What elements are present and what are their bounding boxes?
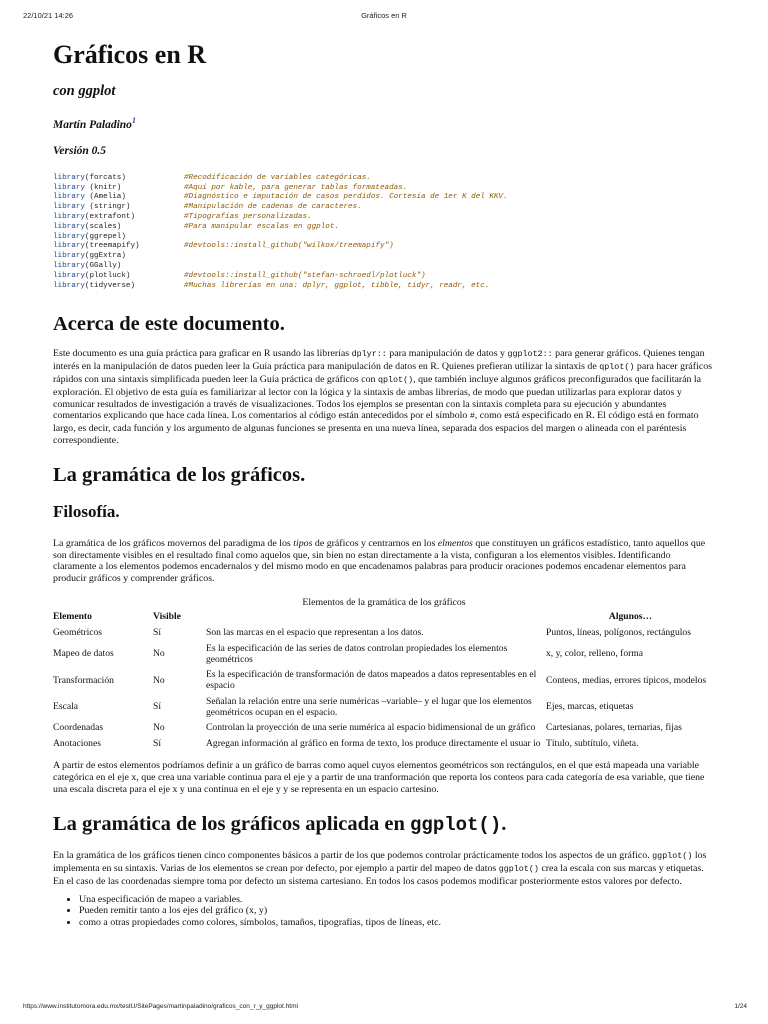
code-call — [53, 262, 184, 272]
examples-cell: Ejes, marcas, etiquetas — [546, 701, 634, 713]
code-line — [53, 272, 715, 282]
code-line — [53, 282, 715, 292]
author-name: Martín Paladino — [53, 118, 132, 131]
code-call — [53, 242, 184, 252]
section-heading-about: Acerca de este documento. — [53, 313, 285, 336]
code-keyword: library — [53, 232, 85, 241]
after-table-paragraph: A partir de estos elementos podríamos definir a un gráfico de barras como aquel cuyos elementos geométricos son rectángulos, en el que está mapeada una variable categórica en el eje x, que crea una variable continua para el eje y a partir de una tranformación que reporta los conteos para cada categoría de esa variable, que tiene una escala discreta para el eje x y una continua en el eje y y se representa en un espacio cartesino. — [53, 759, 705, 795]
code-comment: #Aquí por kable, para generar tablas formateadas. — [184, 183, 408, 192]
code-line — [53, 252, 715, 262]
code-line — [53, 203, 715, 213]
code-call — [53, 184, 184, 194]
examples-cell: Conteos, medias, errores típicos, modelos — [546, 674, 707, 686]
code-comment: #devtools::install_github("wilkox/treemapify") — [184, 242, 394, 251]
code-keyword: library — [53, 252, 85, 261]
code-call — [53, 203, 184, 213]
code-line — [53, 233, 715, 243]
code-comment: #Recodificación de variables categóricas. — [184, 173, 371, 182]
description-cell: Señalan la relación entre una serie numéricas –variable– y el lugar que los elementos geométricos ocupan en el espacio. — [206, 695, 532, 719]
author-footnote-link[interactable]: 1 — [131, 116, 136, 125]
description-cell: Son las marcas en el espacio que representan a los datos. — [206, 627, 424, 639]
code-keyword: library — [53, 193, 85, 202]
description-cell: Es la especificación de las series de datos controlan propiedades los elementos geométricos — [206, 642, 508, 665]
code-keyword: library — [53, 213, 85, 222]
page-number: 1/24 — [734, 1003, 747, 1010]
visible-cell: No — [153, 674, 165, 686]
examples-cell: Título, subtítulo, viñeta. — [546, 737, 639, 749]
code-call — [53, 213, 184, 223]
element-name-cell: Mapeo de datos — [53, 648, 114, 660]
list-item: • como a otras propiedades como colores, símbolos, tamaños, tipografías, tipos de líneas, etc. — [79, 917, 715, 929]
document-content — [53, 40, 715, 928]
visible-cell: No — [153, 648, 165, 660]
code-keyword: library — [53, 281, 85, 290]
column-header: Algunos… — [608, 610, 653, 622]
code-keyword: library — [53, 183, 85, 192]
list-item: • Pueden remitir tanto a los ejes del gráfico (x, y) — [79, 905, 715, 917]
column-header — [206, 611, 546, 625]
print-footer — [0, 1003, 768, 1015]
code-argument: (GGally) — [84, 262, 122, 270]
description-cell: Es la especificación de transformación de datos mapeados a datos representables en el espacio — [206, 669, 537, 692]
element-name-cell: Geométricos — [53, 627, 103, 639]
description-cell: Agregan información al gráfico en forma de texto, los produce directamente el usuar io — [206, 737, 541, 749]
code-keyword: library — [53, 242, 85, 251]
element-name-cell: Coordenadas — [53, 722, 104, 734]
code-argument: (stringr) — [84, 203, 131, 212]
code-argument: (extrafont) — [84, 213, 136, 222]
code-call — [53, 272, 184, 282]
code-comment: #Para manipular escalas en ggplot. — [184, 222, 339, 231]
visible-cell: Sí — [153, 627, 162, 639]
visible-cell: Sí — [153, 737, 162, 749]
code-line — [53, 223, 715, 233]
code-call — [53, 252, 184, 262]
visible-cell: No — [153, 722, 165, 734]
code-keyword: library — [53, 271, 85, 280]
column-header: Visible — [153, 610, 181, 622]
code-line — [53, 242, 715, 252]
code-line — [53, 184, 715, 194]
code-comment: #Tipografías personalizadas. — [184, 213, 312, 222]
code-argument: (plotluck) — [84, 271, 131, 280]
column-header: Elemento — [53, 610, 92, 622]
code-block — [53, 174, 715, 292]
code-argument: (ggrepel) — [84, 232, 126, 241]
code-comment: #Manipulación de cadenas de caracteres. — [184, 203, 362, 212]
code-argument: (forcats) — [84, 173, 126, 182]
element-name-cell: Transformación — [53, 674, 114, 686]
document-author — [53, 114, 715, 132]
document-subtitle: con ggplot — [53, 83, 116, 99]
page-url: https://www.institutomora.edu.mx/testU/SitePages/martinpaladino/graficos_con_r_y_ggplot.html — [23, 1003, 298, 1010]
table-row — [53, 641, 715, 668]
print-page-title: Gráficos en R — [361, 11, 407, 20]
code-call — [53, 282, 184, 292]
examples-cell: x, y, color, relleno, forma — [546, 648, 644, 660]
code-argument: (treemapify) — [84, 242, 140, 251]
print-header — [0, 11, 768, 23]
about-paragraph: Este documento es una guía práctica para graficar en R usando las librerías dplyr:: para manipulación de datos y ggplot2:: para generar gráficos. Quienes tengan interés en la manipulación de datos pueden leer la Guía práctica para manipulación de datos en R. Quienes prefieran utilizar la sintaxis de qplot() para hacer gráficos rápidos con una sintaxis simplificada pueden leer la Guía práctica de gráficos con qplot(), que también incluye algunos gráficos preconfigurados que facilitarán la exploración. El objetivo de esta guía es familiarizar al lector con la lógica y la sintaxis de ambas librerías, de modo que puedan utilizarlas para explorar datos y comunicar resultados de investigación a través de visualizaciones. Todos los ejemplos se presentan con la sintaxis completa para su ejecución y abundantes comentarios explicando que hace cada línea. Los comentarios al código están antecedidos por el símbolo #, como está especificado en R. El código está en formato largo, es decir, cada función y los argumento de algunas funciones se presenta en una nueva línea, separada dos espacios del margen o alineada con el paréntesis correspondiente. — [53, 348, 712, 446]
element-name-cell: Escala — [53, 701, 79, 713]
code-comment: #Diagnóstico e imputación de casos perdidos. Cortesía de 1er K del KKV. — [184, 193, 508, 202]
print-date: 22/10/21 14:26 — [23, 11, 74, 20]
document-version: Versión 0.5 — [53, 144, 107, 157]
subsection-heading-philosophy: Filosofía. — [53, 501, 120, 521]
table-row — [53, 736, 715, 751]
table-header-row — [53, 611, 715, 625]
description-cell: Controlan la proyección de una serie numérica al espacio bidimensional de un gráfico — [206, 722, 536, 734]
section-heading-grammar: La gramática de los gráficos. — [53, 463, 306, 486]
code-argument: (ggExtra) — [84, 252, 126, 261]
code-line — [53, 262, 715, 272]
code-argument: (tidyverse) — [84, 281, 136, 290]
code-comment: #Muchas librerías en una: dplyr, ggplot, tibble, tidyr, readr, etc. — [184, 281, 490, 290]
grammar-elements-table — [53, 597, 715, 751]
code-keyword: library — [53, 173, 85, 182]
element-name-cell: Anotaciones — [53, 737, 101, 749]
code-line — [53, 174, 715, 184]
code-argument: (Amelia) — [84, 193, 126, 202]
visible-cell: Sí — [153, 701, 162, 713]
code-keyword: library — [53, 203, 85, 212]
code-call — [53, 193, 184, 203]
code-call — [53, 223, 184, 233]
code-call — [53, 174, 184, 184]
code-comment: #devtools::install_github("stefan-schroedl/plotluck") — [184, 271, 426, 280]
section-heading-applied: La gramática de los gráficos aplicada en ggplot(). — [53, 813, 507, 837]
examples-cell: Cartesianas, polares, ternarias, fijas — [546, 722, 682, 734]
table-row — [53, 720, 715, 735]
components-list — [53, 894, 715, 929]
code-call — [53, 233, 184, 243]
code-line — [53, 213, 715, 223]
applied-paragraph: En la gramática de los gráficos tienen cinco componentes básicos a partir de los que podemos controlar prácticamente todos los aspectos de un gráfico. ggplot() los implementa en su sintaxis. Varias de los elementos se crean por defecto, por ejemplo a partir del mapeo de datos ggplot() crea la escala con sus marcas y etiquetas. En el caso de las coordenadas siempre toma por defecto un sistema cartesiano. En todos los casos podemos modificar posteriormente estos valores por defecto. — [53, 850, 707, 887]
code-argument: (scales) — [84, 222, 122, 231]
philosophy-paragraph: La gramática de los gráficos movernos del paradigma de los tipos de gráficos y centrarnos en los elmentos que constituyen un gráficos estadístico, tanto aquellos que son directamente visibles en el resultado final como aquelos que, sin bien no estan directamente a la vista, configuran a los elementos visibles. Identificando claramente a los elementos podemos encadernalos y del mismo modo en que encadenamos palabras para producir oraciones podemos encadenar elementos para producir gráficos y comprender gráficos. — [53, 537, 706, 585]
table-row — [53, 694, 715, 721]
table-row — [53, 667, 715, 694]
code-line — [53, 193, 715, 203]
code-keyword: library — [53, 222, 85, 231]
code-argument: (knitr) — [84, 183, 122, 192]
table-caption: Elementos de la gramática de los gráficos — [302, 596, 466, 608]
document-title: Gráficos en R — [53, 40, 207, 69]
table-row — [53, 625, 715, 640]
list-item: • Una especificación de mapeo a variables. — [79, 894, 715, 906]
code-keyword: library — [53, 262, 85, 270]
examples-cell: Puntos, líneas, polígonos, rectángulos — [546, 627, 691, 639]
